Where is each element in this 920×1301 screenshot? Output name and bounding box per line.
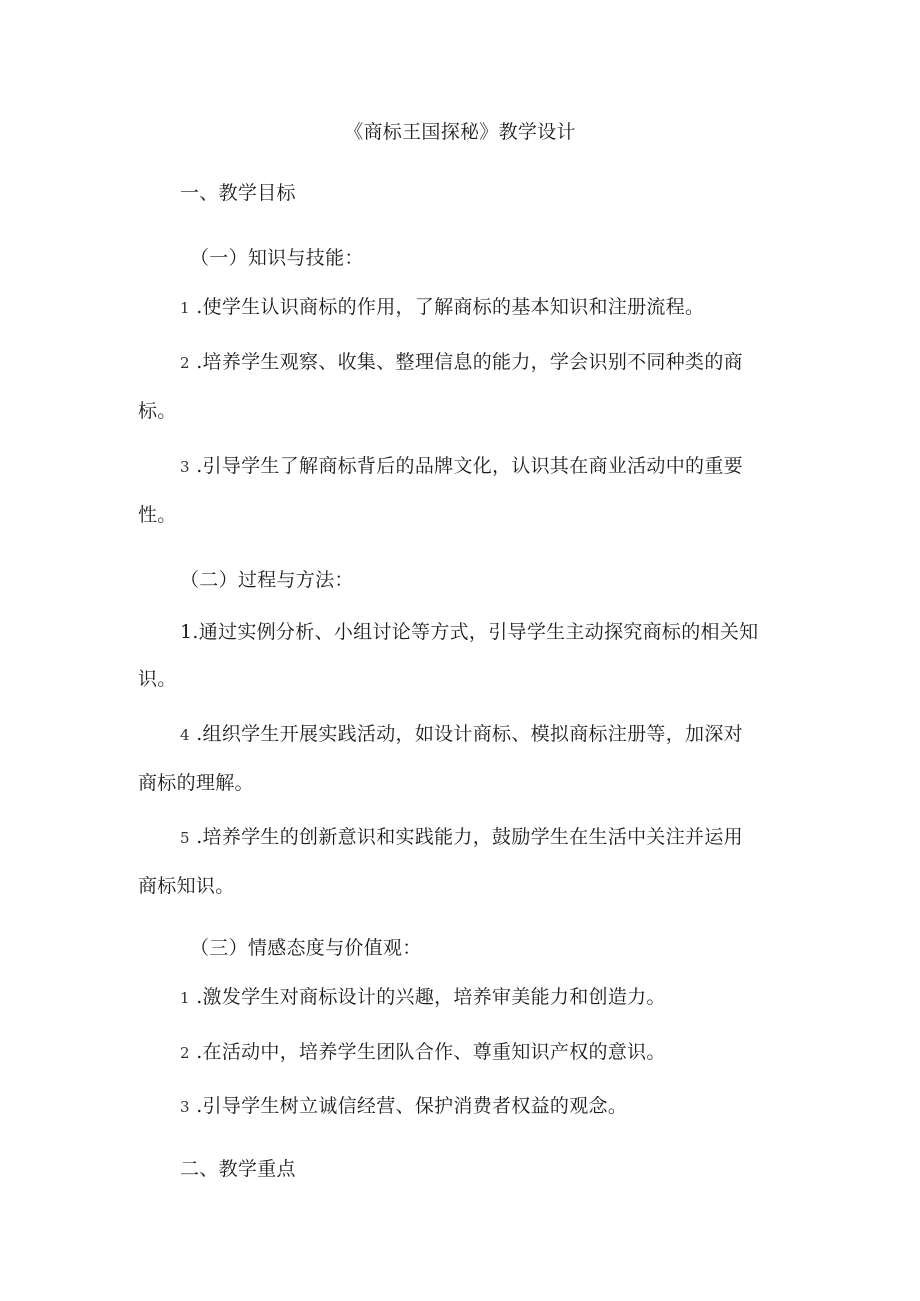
list-item: [180, 454, 743, 479]
item-number: 1: [180, 299, 190, 317]
list-item: [180, 350, 743, 375]
document-title: 《商标王国探秘》教学设计: [344, 121, 576, 143]
section-heading-key-points: 二、教学重点: [180, 1158, 296, 1180]
item-text: .在活动中，培养学生团队合作、尊重知识产权的意识。: [196, 1041, 666, 1063]
item-text-continuation: 标。: [138, 400, 177, 422]
list-item: [180, 722, 743, 747]
subsection-heading-values: （三）情感态度与价值观：: [190, 937, 422, 959]
item-number: 1.: [180, 621, 199, 643]
item-number: 3: [180, 458, 190, 476]
item-text-continuation: 商标知识。: [138, 875, 235, 897]
item-number: 2: [180, 1044, 190, 1062]
list-item: [180, 620, 758, 644]
subsection-heading-process: （二）过程与方法：: [180, 569, 354, 591]
subsection-heading-knowledge: （一）知识与技能：: [190, 247, 364, 269]
item-number: 1: [180, 989, 190, 1007]
item-number: 5: [180, 829, 190, 847]
item-number: 3: [180, 1098, 190, 1116]
item-number: 4: [180, 726, 190, 744]
item-text: .组织学生开展实践活动，如设计商标、模拟商标注册等，加深对: [196, 723, 743, 745]
item-text-continuation: 性。: [138, 504, 177, 526]
list-item: [180, 1094, 627, 1119]
list-item: [180, 1040, 666, 1065]
list-item: [180, 295, 704, 320]
item-text-continuation: 商标的理解。: [138, 772, 254, 794]
item-text: .培养学生观察、收集、整理信息的能力，学会识别不同种类的商: [196, 351, 743, 373]
item-text: .引导学生了解商标背后的品牌文化，认识其在商业活动中的重要: [196, 455, 743, 477]
list-item: [180, 985, 666, 1010]
item-text: 通过实例分析、小组讨论等方式，引导学生主动探究商标的相关知: [198, 621, 759, 643]
list-item: [180, 825, 743, 850]
item-text: .培养学生的创新意识和实践能力，鼓励学生在生活中关注并运用: [196, 826, 743, 848]
item-number: 2: [180, 354, 190, 372]
item-text: .激发学生对商标设计的兴趣，培养审美能力和创造力。: [196, 986, 666, 1008]
section-heading-objectives: 一、教学目标: [180, 182, 296, 204]
item-text-continuation: 识。: [138, 668, 177, 690]
item-text: .引导学生树立诚信经营、保护消费者权益的观念。: [196, 1095, 628, 1117]
item-text: .使学生认识商标的作用，了解商标的基本知识和注册流程。: [196, 296, 705, 318]
